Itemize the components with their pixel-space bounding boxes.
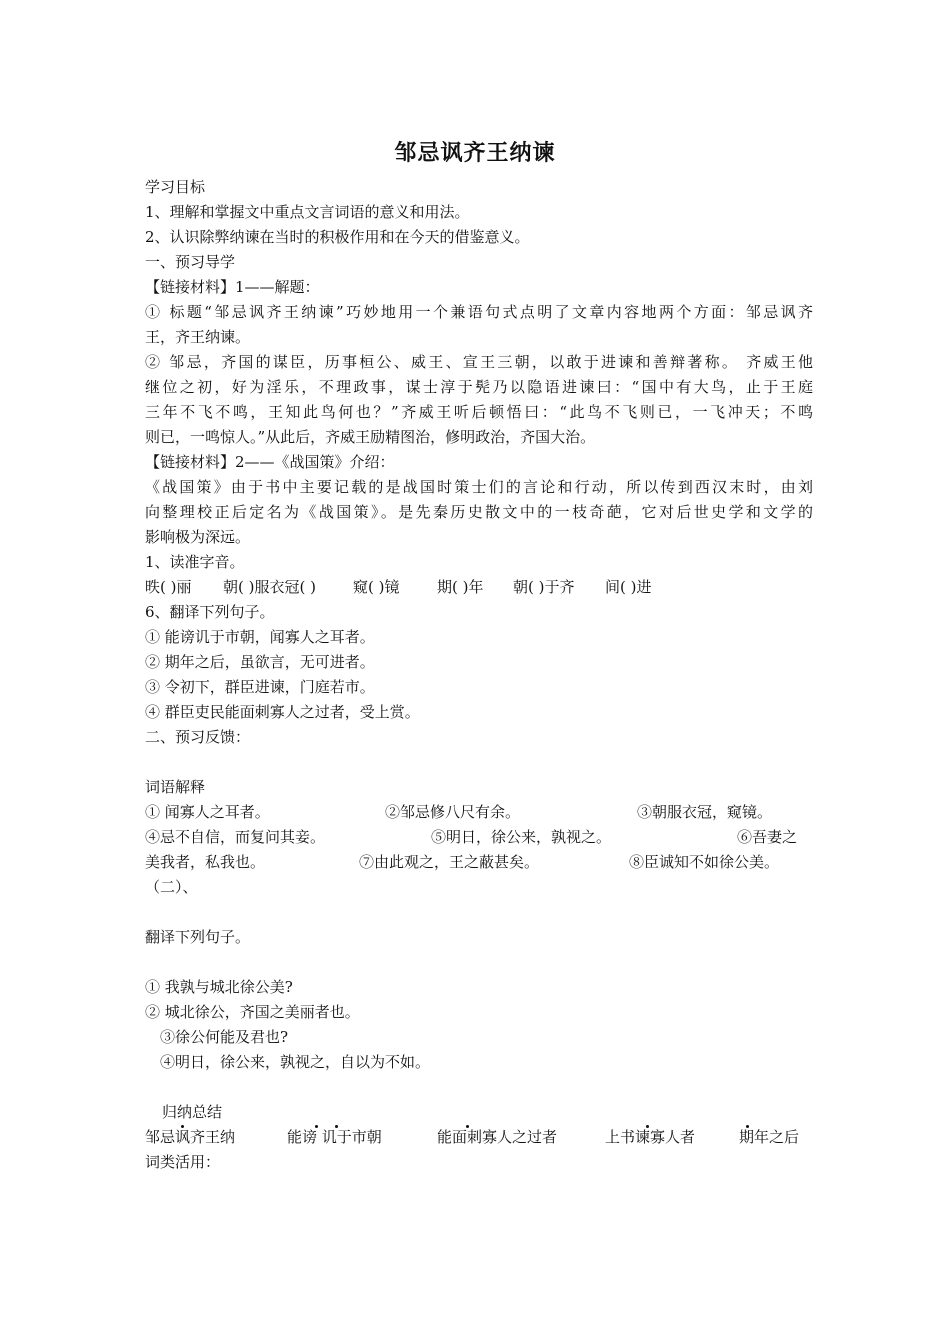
vocab-item: ⑦由此观之，王之蔽甚矣。 — [359, 853, 540, 871]
emphasis-dot — [647, 1128, 648, 1129]
summary-phrase: 能面刺寡人之过者 — [437, 1128, 558, 1146]
summary-phrase: 邹忌讽齐王纳 — [145, 1128, 236, 1146]
page-title: 邹忌讽齐王纳谏 — [394, 141, 556, 166]
section1-heading: 一、预习导学 — [145, 253, 236, 271]
link2-paragraph: 向整理校正后定名为《战国策》。是先秦历史散文中的一枝奇葩，它对后世史学和文学的 — [145, 503, 813, 521]
pronunciation-item: 窥( )镜 — [353, 578, 400, 596]
vocab-item: ① 闻寡人之耳者。 — [145, 803, 270, 821]
vocab-item: 美我者，私我也。 — [145, 853, 266, 871]
translate-item-2: ② 城北徐公，齐国之美丽者也。 — [145, 1003, 360, 1021]
pronunciation-item: 间( )进 — [605, 578, 652, 596]
link2-paragraph: 影响极为深远。 — [145, 528, 251, 546]
pronunciation-item: 期( )年 — [437, 578, 484, 596]
vocab-item: ④忌不自信，而复问其妾。 — [145, 828, 326, 846]
vocab-item: ⑥吾妻之 — [737, 828, 798, 846]
pronunciation-heading: 1、读准字音。 — [145, 553, 245, 571]
link1-heading: 【链接材料】1——解题： — [145, 278, 320, 296]
summary-phrase: 能谤 讥于市朝 — [287, 1128, 382, 1146]
summary-phrase: 上书谏寡人者 — [605, 1128, 696, 1146]
vocab-row — [145, 825, 813, 850]
summary-row — [145, 1125, 813, 1150]
translate-item-2: ④明日，徐公来，孰视之，自以为不如。 — [160, 1053, 431, 1071]
translate-heading: 6、翻译下列句子。 — [145, 603, 275, 621]
link1-paragraph2: ② 邹忌，齐国的谋臣，历事桓公、威王、宣王三朝，以敢于进谏和善辩著称。 齐威王他 — [145, 353, 813, 371]
objectives-heading: 学习目标 — [145, 178, 206, 196]
vocab-heading: 词语解释 — [145, 778, 206, 796]
section2-heading: 二、预习反馈： — [145, 728, 251, 746]
vocab-item: ③朝服衣冠，窥镜。 — [637, 803, 773, 821]
vocab-item: ⑤明日，徐公来，孰视之。 — [431, 828, 612, 846]
vocab-row — [145, 850, 813, 875]
pronunciation-item: 朝( )服衣冠( ) — [223, 578, 316, 596]
link1-paragraph2: 三年不飞不鸣，王知此鸟何也？”齐威王听后顿悟曰：“此鸟不飞则已，一飞冲天；不鸣 — [145, 403, 813, 421]
translate-item: ① 能谤讥于市朝，闻寡人之耳者。 — [145, 628, 375, 646]
emphasis-dot — [467, 1128, 468, 1129]
link2-paragraph: 《战国策》由于书中主要记载的是战国时策士们的言论和行动，所以传到西汉末时，由刘 — [145, 478, 813, 496]
vocab-row — [145, 800, 813, 825]
translate-heading-2: 翻译下列句子。 — [145, 928, 251, 946]
emphasis-dot — [316, 1128, 317, 1129]
objective-item: 1、理解和掌握文中重点文言词语的意义和用法。 — [145, 203, 470, 221]
summary-label: 词类活用： — [145, 1153, 221, 1171]
subsection-label: （二）、 — [145, 878, 198, 896]
link1-paragraph1: ① 标题“邹忌讽齐王纳谏”巧妙地用一个兼语句式点明了文章内容地两个方面：邹忌讽齐 — [145, 303, 813, 321]
link1-paragraph1: 王，齐王纳谏。 — [145, 328, 251, 346]
translate-item: ③ 令初下，群臣进谏，门庭若市。 — [145, 678, 375, 696]
translate-item: ④ 群臣吏民能面刺寡人之过者，受上赏。 — [145, 703, 420, 721]
vocab-item: ②邹忌修八尺有余。 — [385, 803, 521, 821]
pronunciation-row — [145, 575, 813, 600]
summary-phrase: 期年之后 — [739, 1128, 800, 1146]
vocab-item: ⑧臣诚知不如徐公美。 — [629, 853, 780, 871]
emphasis-dot — [182, 1128, 183, 1129]
emphasis-dot — [747, 1128, 748, 1129]
objective-item: 2、认识除弊纳谏在当时的积极作用和在今天的借鉴意义。 — [145, 228, 530, 246]
summary-heading: 归纳总结 — [162, 1103, 223, 1121]
translate-item: ② 期年之后，虽欲言，无可进者。 — [145, 653, 375, 671]
translate-item-2: ① 我孰与城北徐公美? — [145, 978, 293, 996]
link1-paragraph2: 则已，一鸣惊人。”从此后，齐威王励精图治，修明政治，齐国大治。 — [145, 428, 596, 446]
translate-item-2: ③徐公何能及君也? — [160, 1028, 289, 1046]
pronunciation-item: 昳( )丽 — [145, 578, 192, 596]
link1-paragraph2: 继位之初，好为淫乐，不理政事，谋士淳于髡乃以隐语进谏曰：“国中有大鸟，止于王庭 — [145, 378, 813, 396]
link2-heading: 【链接材料】2——《战国策》介绍： — [145, 453, 395, 471]
pronunciation-item: 朝( )于齐 — [513, 578, 575, 596]
emphasis-dot — [336, 1128, 337, 1129]
